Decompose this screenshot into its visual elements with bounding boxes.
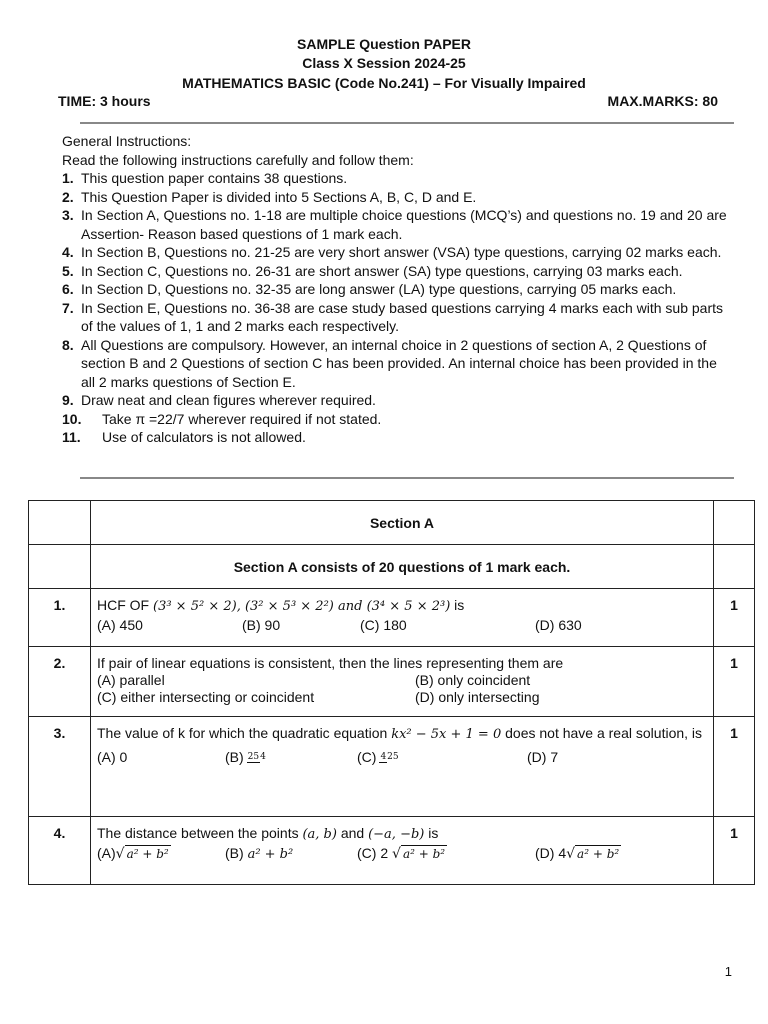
- math-expression: (−a, −b): [368, 827, 425, 842]
- option-label: (C): [357, 749, 377, 765]
- option-b: [225, 749, 357, 766]
- option-a: (A) 450: [97, 617, 143, 633]
- instruction-text: This Question Paper is divided into 5 Sections A, B, C, D and E.: [81, 188, 477, 205]
- options: [97, 617, 707, 634]
- header-divider: [80, 122, 734, 124]
- instruction-num: 4.: [62, 244, 74, 260]
- instruction-item: [62, 428, 734, 447]
- instruction-num: 11.: [62, 429, 81, 445]
- option-b: (B) 90: [242, 617, 281, 633]
- instruction-num: 7.: [62, 299, 74, 316]
- square-root: √ a² + b²: [115, 846, 169, 862]
- instruction-item: [62, 299, 734, 336]
- option-c: (C) either intersecting or coincident: [97, 689, 315, 705]
- instruction-item: [62, 280, 734, 299]
- question-marks: 1: [714, 647, 755, 717]
- question-row: [29, 647, 755, 717]
- section-title: Section A: [91, 501, 714, 545]
- square-root: √ a² + b²: [566, 846, 620, 862]
- section-title-row: [29, 501, 755, 545]
- instruction-num: 5.: [62, 262, 74, 279]
- subject-line: MATHEMATICS BASIC (Code No.241) – For Visually Impaired: [182, 75, 586, 91]
- instruction-text: In Section A, Questions no. 1-18 are multiple choice questions (MCQ’s) and questions no. 19 and 20 are Assertion- Reason based questions of 1 mark each.: [81, 207, 727, 242]
- instruction-text: Draw neat and clean figures wherever required.: [81, 392, 376, 408]
- fraction-denominator: 4: [260, 752, 266, 762]
- question-body: [91, 647, 714, 717]
- options: [97, 749, 707, 766]
- fraction: [379, 752, 398, 763]
- math-expression: (3³ × 5² × 2), (3² × 5³ × 2²) and (3⁴ × 5 × 2³): [153, 599, 451, 614]
- instruction-num: 2.: [62, 188, 74, 205]
- instruction-item: [62, 188, 734, 207]
- section-subtitle: Section A consists of 20 questions of 1 mark each.: [91, 545, 714, 589]
- time-label: TIME: 3 hours: [58, 93, 151, 109]
- instruction-num: 6.: [62, 281, 74, 297]
- general-instructions: [62, 132, 734, 447]
- option-d: (D) 7: [527, 749, 559, 765]
- question-text: is: [424, 825, 439, 841]
- instruction-text: This question paper contains 38 questions.: [81, 170, 348, 186]
- paper-title: SAMPLE Question PAPER: [297, 36, 471, 52]
- radicand: a² + b²: [577, 847, 620, 861]
- instruction-item: [62, 336, 734, 392]
- instruction-num: 1.: [62, 170, 74, 186]
- question-text: does not have a real solution, is: [501, 725, 703, 741]
- question-number: 3.: [29, 717, 91, 817]
- instruction-text: In Section B, Questions no. 21-25 are very short answer (VSA) type questions, carrying 02 marks each.: [81, 244, 722, 260]
- option-d: (D) 630: [535, 617, 582, 633]
- question-text: If pair of linear equations is consistent, then the lines representing them are: [97, 655, 564, 671]
- question-number: 1.: [29, 589, 91, 647]
- instruction-text: Take π =22/7 wherever required if not stated.: [102, 410, 382, 427]
- question-text: is: [450, 597, 465, 613]
- class-session: Class X Session 2024-25: [302, 55, 466, 71]
- question-number: 2.: [29, 647, 91, 717]
- question-row: [29, 717, 755, 817]
- math-expression: (a, b): [302, 827, 337, 842]
- instruction-text: In Section E, Questions no. 36-38 are case study based questions carrying 4 marks each with sub parts of the values of 1, 1 and 2 marks each respectively.: [81, 299, 724, 334]
- fraction-denominator: 25: [387, 752, 399, 762]
- instruction-text: All Questions are compulsory. However, an internal choice in 2 questions of section A, 2 Questions of section B and 2 Questions of section C has been provided. An internal choice has been provided in the all 2 marks questions of Section E.: [81, 336, 717, 390]
- instruction-num: 9.: [62, 392, 74, 408]
- question-text: and: [336, 825, 369, 841]
- instruction-num: 3.: [62, 207, 74, 223]
- instruction-num: 8.: [62, 336, 74, 353]
- question-row: [29, 589, 755, 647]
- option-label: (B): [225, 749, 244, 765]
- question-body: [91, 817, 714, 885]
- option-b: [225, 845, 357, 863]
- instruction-num: 10.: [62, 410, 82, 427]
- options: [97, 845, 707, 863]
- question-text: HCF OF: [97, 597, 153, 613]
- question-marks: 1: [714, 817, 755, 885]
- page-number: 1: [724, 964, 732, 979]
- fraction-numerator: 4: [380, 752, 387, 762]
- option-label: (D) 4: [535, 845, 567, 861]
- question-marks: 1: [714, 717, 755, 817]
- question-table: [28, 500, 755, 885]
- question-text: The value of k for which the quadratic equation: [97, 725, 392, 741]
- option-a: [97, 845, 225, 863]
- option-label: (C) 2: [357, 845, 389, 861]
- option-label: (B): [225, 845, 244, 861]
- option-a: (A) 0: [97, 749, 128, 765]
- instruction-text: In Section D, Questions no. 32-35 are long answer (LA) type questions, carrying 05 marks each.: [81, 281, 677, 297]
- fraction-numerator: 25: [247, 752, 260, 762]
- instruction-item: [62, 206, 734, 243]
- question-body: [91, 717, 714, 817]
- option-d: [535, 845, 621, 863]
- option-c: [357, 749, 527, 766]
- option-c: [357, 845, 535, 863]
- instruction-item: [62, 243, 734, 262]
- question-body: [91, 589, 714, 647]
- instruction-item: [62, 262, 734, 281]
- option-d: (D) only intersecting: [415, 689, 540, 705]
- instruction-item: [62, 391, 734, 410]
- fraction: [247, 752, 266, 763]
- radicand: a² + b²: [402, 847, 446, 861]
- option-b: (B) only coincident: [415, 672, 531, 688]
- question-marks: 1: [714, 589, 755, 647]
- radicand: a² + b²: [126, 847, 169, 861]
- instructions-title: General Instructions:: [62, 133, 192, 149]
- max-marks-label: MAX.MARKS: 80: [607, 93, 718, 109]
- question-text: The distance between the points: [97, 825, 303, 841]
- instruction-item: [62, 169, 734, 188]
- instructions-divider: [80, 477, 734, 479]
- option-a: (A) parallel: [97, 672, 165, 688]
- math-expression: kx² − 5x + 1 = 0: [391, 727, 502, 742]
- instructions-intro: Read the following instructions carefully and follow them:: [62, 151, 414, 168]
- option-c: (C) 180: [360, 617, 407, 633]
- math-expression: a² + b²: [247, 847, 294, 862]
- option-label: (A): [97, 845, 116, 861]
- instruction-text: In Section C, Questions no. 26-31 are short answer (SA) type questions, carrying 03 marks each.: [81, 262, 683, 279]
- question-number: 4.: [29, 817, 91, 885]
- instruction-item: [62, 410, 734, 429]
- question-row: [29, 817, 755, 885]
- section-subtitle-row: [29, 545, 755, 589]
- instruction-text: Use of calculators is not allowed.: [102, 429, 306, 445]
- square-root: √ a² + b²: [392, 846, 446, 862]
